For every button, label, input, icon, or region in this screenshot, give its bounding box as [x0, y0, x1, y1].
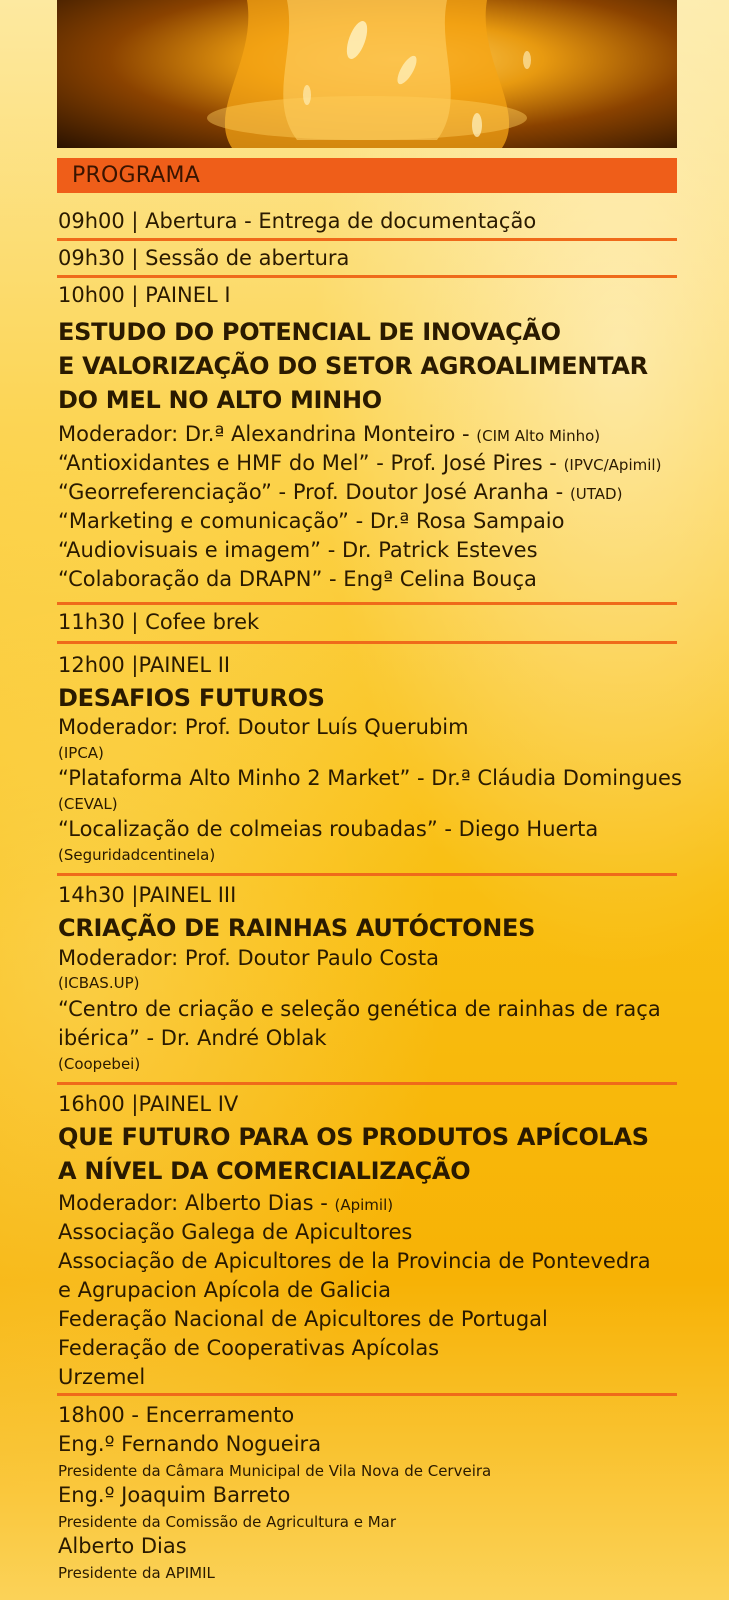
panel-1-time: 10h00 | PAINEL I	[58, 283, 231, 307]
schedule-item-coffee-break: 11h30 | Cofee brek	[58, 610, 260, 634]
panel-4-participant: Federação Nacional de Apicultores de Portugal	[58, 1307, 548, 1331]
panel-4-participant: Urzemel	[58, 1365, 146, 1389]
panel-1-title-line-2: E VALORIZAÇÃO DO SETOR AGROALIMENTAR	[58, 352, 648, 380]
programa-label: PROGRAMA	[72, 163, 200, 188]
divider	[57, 641, 677, 644]
panel-2-moderator: Moderador: Prof. Doutor Luís Querubim	[58, 715, 469, 739]
panel-4-participant: Federação de Cooperativas Apícolas	[58, 1336, 440, 1360]
panel-1-title-line-1: ESTUDO DO POTENCIAL DE INOVAÇÃO	[58, 318, 561, 346]
closing-speaker-name: Alberto Dias	[58, 1534, 187, 1558]
panel-3-affiliation: (ICBAS.UP)	[58, 974, 140, 992]
panel-1-moderator: Moderador: Dr.ª Alexandrina Monteiro - (CIM Alto Minho)	[58, 422, 601, 446]
panel-3-affiliation: (Coopebei)	[58, 1055, 141, 1073]
panel-1-talk: “Colaboração da DRAPN” - Engª Celina Bouça	[58, 567, 537, 591]
closing-speaker-role: Presidente da Câmara Municipal de Vila Nova de Cerveira	[58, 1462, 492, 1480]
panel-1-title-line-3: DO MEL NO ALTO MINHO	[58, 386, 382, 414]
panel-3-moderator: Moderador: Prof. Doutor Paulo Costa	[58, 946, 439, 970]
panel-2-talk: “Plataforma Alto Minho 2 Market” - Dr.ª Cláudia Domingues	[58, 766, 682, 790]
panel-2-affiliation: (Seguridadcentinela)	[58, 846, 216, 864]
panel-4-title-line-1: QUE FUTURO PARA OS PRODUTOS APÍCOLAS	[58, 1123, 649, 1151]
panel-3-time: 14h30 |PAINEL III	[58, 883, 237, 907]
closing-speaker-role: Presidente da Comissão de Agricultura e Mar	[58, 1513, 397, 1531]
closing-time: 18h00 - Encerramento	[58, 1403, 295, 1427]
panel-3-title: CRIAÇÃO DE RAINHAS AUTÓCTONES	[58, 914, 536, 942]
divider	[57, 602, 677, 605]
panel-4-title-line-2: A NÍVEL DA COMERCIALIZAÇÃO	[58, 1157, 471, 1185]
schedule-item-opening: 09h00 | Abertura - Entrega de documentação	[58, 209, 537, 233]
closing-speaker-name: Eng.º Fernando Nogueira	[58, 1432, 322, 1456]
panel-2-time: 12h00 |PAINEL II	[58, 653, 231, 677]
divider	[57, 1393, 677, 1396]
divider	[57, 1082, 677, 1085]
panel-4-participant: e Agrupacion Apícola de Galicia	[58, 1278, 391, 1302]
panel-4-participant: Associação de Apicultores de la Provincia de Pontevedra	[58, 1249, 651, 1273]
divider	[57, 275, 677, 278]
panel-2-affiliation: (IPCA)	[58, 744, 104, 762]
panel-1-talk: “Georreferenciação” - Prof. Doutor José Aranha - (UTAD)	[58, 480, 623, 504]
panel-1-talk: “Antioxidantes e HMF do Mel” - Prof. José Pires - (IPVC/Apimil)	[58, 451, 662, 475]
panel-4-moderator: Moderador: Alberto Dias - (Apimil)	[58, 1191, 394, 1215]
programa-header	[57, 158, 677, 193]
divider	[57, 238, 677, 241]
panel-2-affiliation: (CEVAL)	[58, 795, 118, 813]
panel-4-participant: Associação Galega de Apicultores	[58, 1220, 413, 1244]
honey-photo	[57, 0, 677, 148]
panel-2-talk: “Localização de colmeias roubadas” - Diego Huerta	[58, 817, 599, 841]
panel-3-talk: ibérica” - Dr. André Oblak	[58, 1026, 327, 1050]
panel-3-talk: “Centro de criação e seleção genética de rainhas de raça	[58, 997, 661, 1021]
divider	[57, 873, 677, 876]
schedule-item-session: 09h30 | Sessão de abertura	[58, 246, 350, 270]
panel-2-title: DESAFIOS FUTUROS	[58, 684, 325, 712]
panel-1-talk: “Audiovisuais e imagem” - Dr. Patrick Esteves	[58, 538, 538, 562]
panel-4-time: 16h00 |PAINEL IV	[58, 1092, 239, 1116]
closing-speaker-role: Presidente da APIMIL	[58, 1564, 215, 1582]
panel-1-talk: “Marketing e comunicação” - Dr.ª Rosa Sampaio	[58, 509, 565, 533]
closing-speaker-name: Eng.º Joaquim Barreto	[58, 1483, 291, 1507]
